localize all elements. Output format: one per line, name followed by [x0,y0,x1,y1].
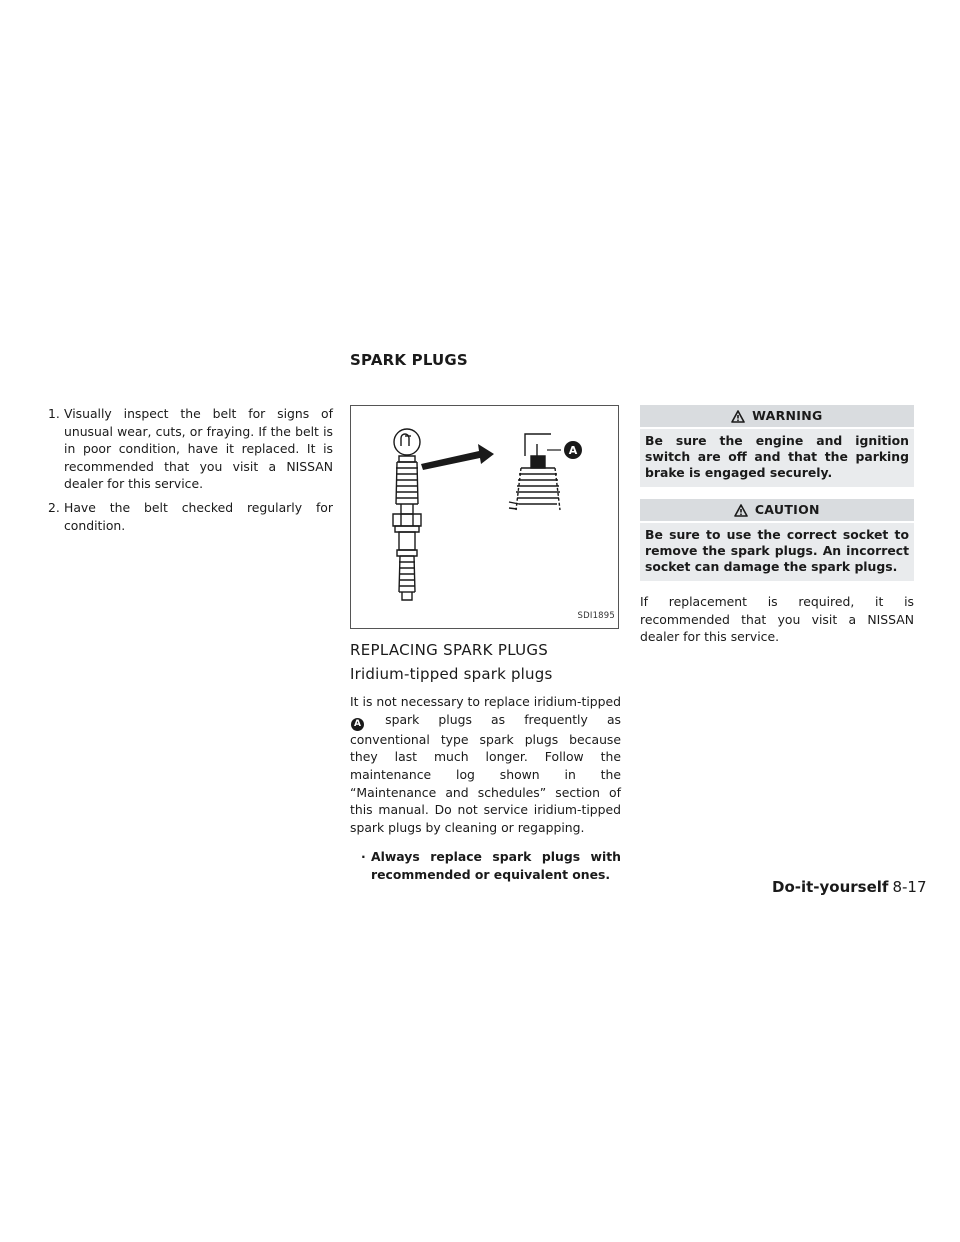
caution-label: CAUTION [754,502,820,517]
bullet-dot-icon: · [361,849,366,865]
column-right [640,405,914,646]
page-footer [772,878,927,896]
footer-chapter: Do-it-yourself [772,878,889,896]
warning-label: WARNING [752,408,823,423]
column-middle [350,405,621,884]
figure-callout-label: A [568,444,578,457]
step-text: Have the belt checked regularly for condition. [64,499,333,533]
bullet-item [350,848,621,883]
bullet-text: Always replace spark plugs with recommended or equivalent ones. [371,849,621,882]
list-item [48,499,333,534]
caution-header [640,499,914,521]
section-title: SPARK PLUGS [350,351,468,369]
column-left [48,405,333,540]
step-number: 1. [48,406,60,421]
caution-text: Be sure to use the correct socket to remove the spark plugs. An incorrect socket can damage the spark plugs. [640,523,914,581]
belt-steps-list [48,405,333,534]
warning-text: Be sure the engine and ignition switch are off and that the parking brake is engaged securely. [640,429,914,487]
caution-block [640,499,914,581]
step-text: Visually inspect the belt for signs of unusual wear, cuts, or fraying. If the belt is in poor condition, have it replaced. It is recommended that you visit a NISSAN dealer for this service. [64,406,333,492]
list-item [48,405,333,493]
callout-a-icon: A [351,718,364,731]
warning-triangle-icon [731,408,745,430]
warning-block [640,405,914,487]
spark-plug-figure [350,405,619,629]
iridium-text-b: spark plugs as frequently as conventional type spark plugs because they last much longer. Follow the maintenance log shown in the “Maintenance and schedules” section of this manual. Do not service iridium-tipped spark plugs by cleaning or regapping. [350,711,621,835]
step-number: 2. [48,499,60,515]
replacing-heading: REPLACING SPARK PLUGS [350,641,549,659]
iridium-text-a: It is not necessary to replace iridium-tipped [350,694,621,710]
caution-triangle-icon [734,502,748,524]
replacement-paragraph: If replacement is required, it is recommended that you visit a NISSAN dealer for this service. [640,594,914,645]
iridium-paragraph [350,693,621,836]
iridium-heading: Iridium-tipped spark plugs [350,664,553,683]
warning-header [640,405,914,427]
footer-page-number: 8-17 [892,878,927,896]
spark-plug-illustration [351,406,618,628]
figure-code: SDI1895 [577,611,615,622]
